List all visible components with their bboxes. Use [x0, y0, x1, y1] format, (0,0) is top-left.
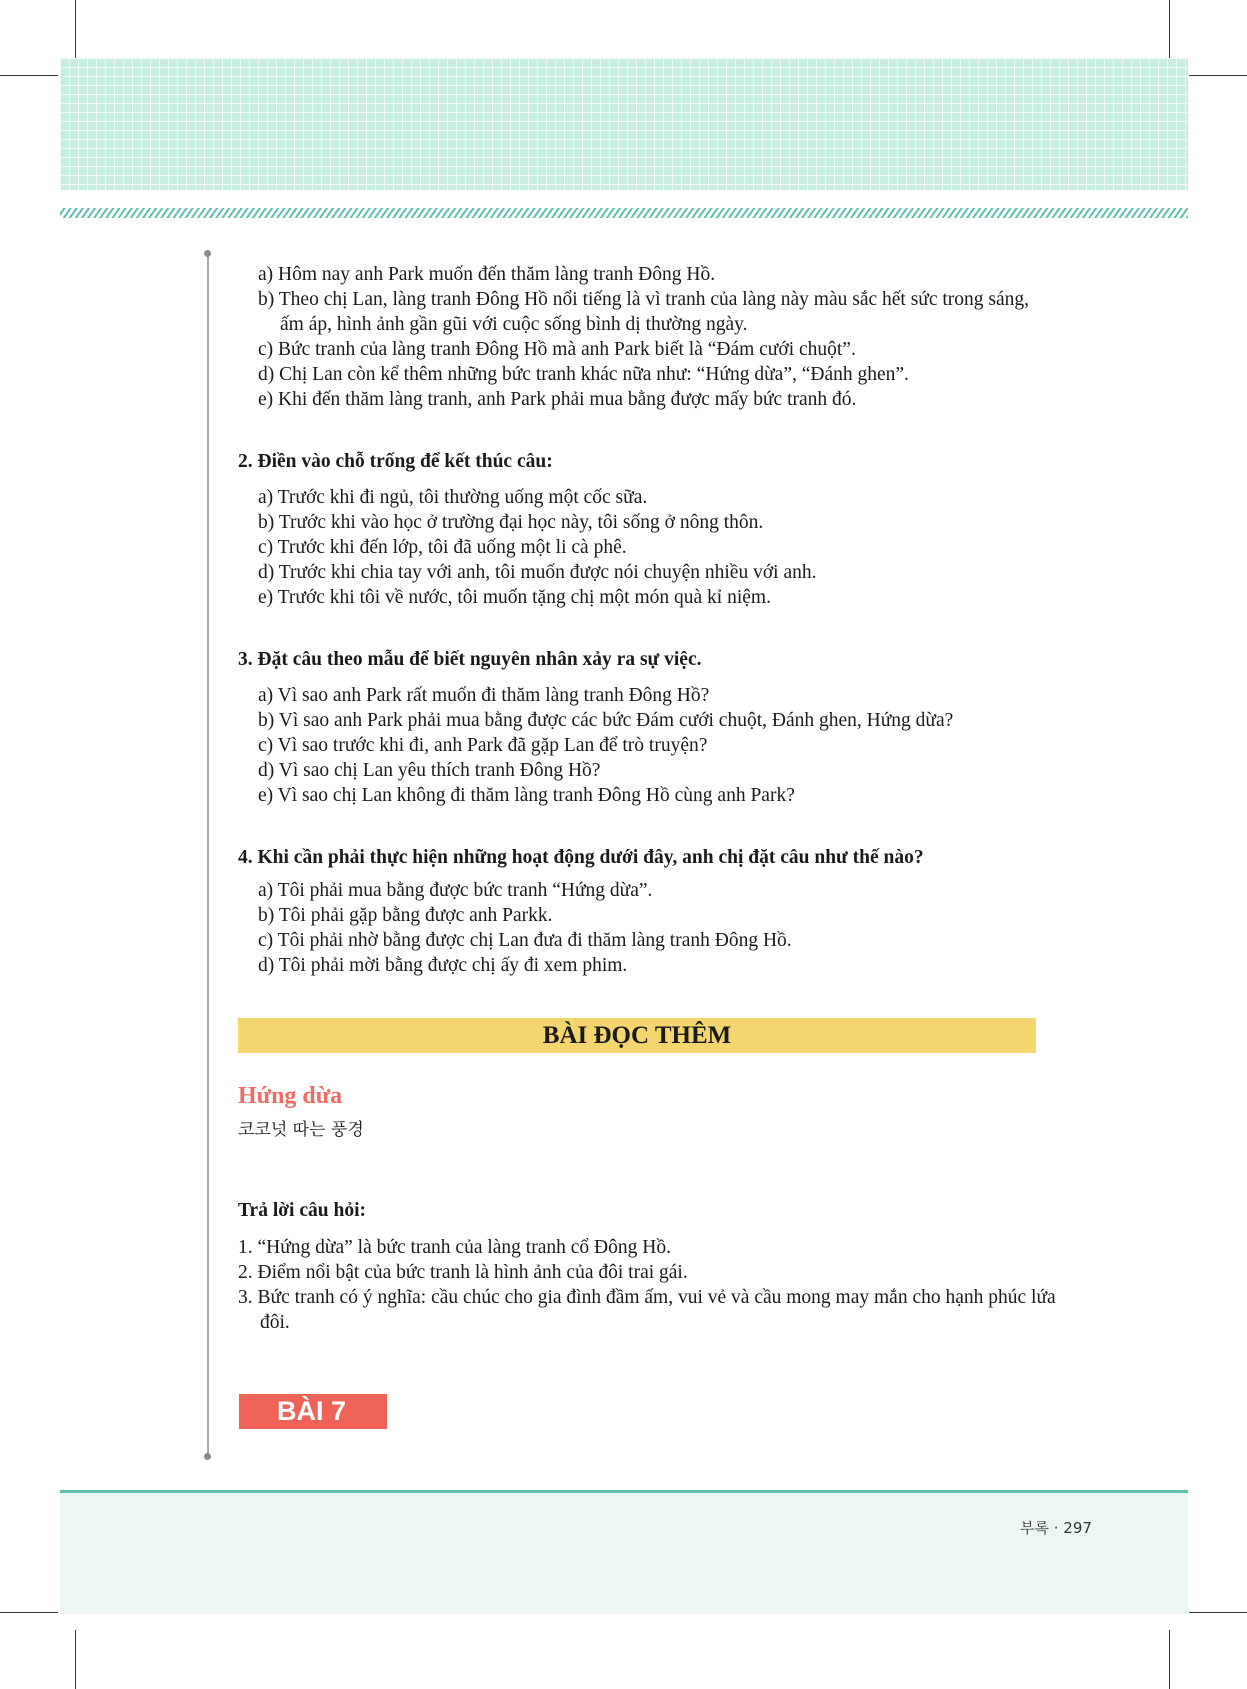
crop-mark: [0, 1612, 58, 1613]
section4-title: 4. Khi cần phải thực hiện những hoạt động dưới đây, anh chị đặt câu như thế nào?: [238, 847, 924, 868]
list-item: d) Trước khi chia tay với anh, tôi muốn được nói chuyện nhiều với anh.: [258, 562, 817, 583]
list-item: c) Bức tranh của làng tranh Đông Hồ mà anh Park biết là “Đám cưới chuột”.: [258, 339, 856, 360]
list-item: 3. Bức tranh có ý nghĩa: cầu chúc cho gia đình đầm ấm, vui vẻ và cầu mong may mắn cho hạnh phúc lứa đôi.: [238, 1287, 1056, 1333]
crop-mark: [75, 0, 76, 58]
section2-list: [238, 485, 1038, 610]
crop-mark: [0, 75, 58, 76]
section3-list: [238, 683, 1038, 808]
list-item: e) Khi đến thăm làng tranh, anh Park phải mua bằng được mấy bức tranh đó.: [258, 389, 857, 410]
exercise-content: [238, 262, 1038, 978]
margin-rule-dot-bottom: [204, 1453, 211, 1460]
answer-title: Trả lời câu hỏi:: [238, 1200, 366, 1221]
list-item: d) Tôi phải mời bằng được chị ấy đi xem phim.: [258, 955, 628, 976]
section4-list: [238, 878, 1038, 978]
list-item: 1. “Hứng dừa” là bức tranh của làng tranh cổ Đông Hồ.: [238, 1237, 671, 1258]
list-item: a) Trước khi đi ngủ, tôi thường uống một cốc sữa.: [258, 487, 648, 508]
crop-mark: [1189, 75, 1247, 76]
crop-mark: [75, 1630, 76, 1689]
list-item: a) Tôi phải mua bằng được bức tranh “Hứng dừa”.: [258, 880, 653, 901]
lesson-label: BÀI 7: [239, 1394, 387, 1429]
list-item: a) Vì sao anh Park rất muốn đi thăm làng tranh Đông Hồ?: [258, 685, 710, 706]
page-number: 부록 · 297: [1020, 1519, 1092, 1537]
reading-heading-bar: BÀI ĐỌC THÊM: [238, 1018, 1036, 1053]
list-item: e) Vì sao chị Lan không đi thăm làng tranh Đông Hồ cùng anh Park?: [258, 785, 795, 806]
margin-rule: [207, 252, 209, 1457]
list-item: d) Chị Lan còn kể thêm những bức tranh khác nữa như: “Hứng dừa”, “Đánh ghen”.: [258, 364, 909, 385]
story-title: Hứng dừa: [238, 1083, 343, 1109]
footer-band: [60, 1490, 1188, 1614]
section2-title: 2. Điền vào chỗ trống để kết thúc câu:: [238, 451, 553, 472]
answer-list: [238, 1235, 1058, 1335]
margin-rule-dot-top: [204, 250, 211, 257]
story-subtitle: 코코넛 따는 풍경: [238, 1120, 364, 1140]
list-item: e) Trước khi tôi về nước, tôi muốn tặng chị một món quà kỉ niệm.: [258, 587, 771, 608]
list-item: b) Tôi phải gặp bằng được anh Parkk.: [258, 905, 553, 926]
list-item: 2. Điểm nổi bật của bức tranh là hình ảnh của đôi trai gái.: [238, 1262, 688, 1283]
header-hatch-stripe: [60, 208, 1188, 218]
section1-list: [238, 262, 1038, 412]
list-item: a) Hôm nay anh Park muốn đến thăm làng tranh Đông Hồ.: [258, 264, 716, 285]
list-item: b) Trước khi vào học ở trường đại học này, tôi sống ở nông thôn.: [258, 512, 764, 533]
list-item: d) Vì sao chị Lan yêu thích tranh Đông Hồ?: [258, 760, 601, 781]
section3-title: 3. Đặt câu theo mẫu để biết nguyên nhân xảy ra sự việc.: [238, 649, 702, 670]
crop-mark: [1169, 0, 1170, 58]
list-item: c) Vì sao trước khi đi, anh Park đã gặp Lan để trò truyện?: [258, 735, 708, 756]
list-item: c) Trước khi đến lớp, tôi đã uống một li cà phê.: [258, 537, 627, 558]
list-item: b) Vì sao anh Park phải mua bằng được các bức Đám cưới chuột, Đánh ghen, Hứng dừa?: [258, 710, 954, 731]
list-item: c) Tôi phải nhờ bằng được chị Lan đưa đi thăm làng tranh Đông Hồ.: [258, 930, 792, 951]
crop-mark: [1189, 1612, 1247, 1613]
crop-mark: [1169, 1630, 1170, 1689]
list-item: b) Theo chị Lan, làng tranh Đông Hồ nổi tiếng là vì tranh của làng này màu sắc hết sức trong sáng, ấm áp, hình ảnh gần gũi với cuộc sống bình dị thường ngày.: [258, 289, 1030, 335]
header-grid-band: [60, 58, 1188, 190]
